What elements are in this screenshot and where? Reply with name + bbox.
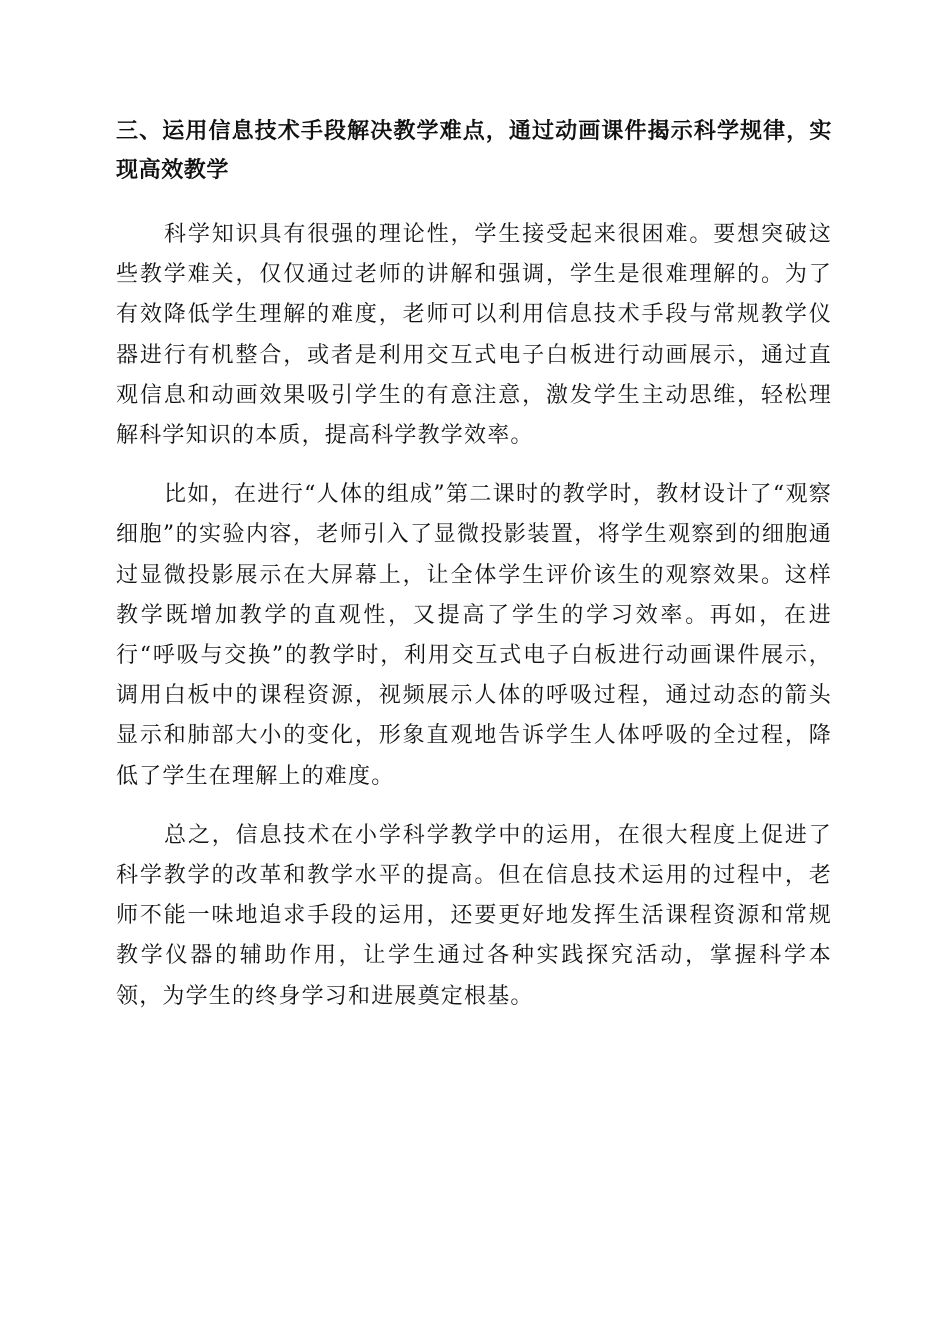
document-page	[116, 112, 832, 1017]
paragraph-examples: 比如，在进行“人体的组成”第二课时的教学时，教材设计了“观察细胞”的实验内容，老师引入了显微投影装置，将学生观察到的细胞通过显微投影展示在大屏幕上，让全体学生评价该生的观察效果。这样教学既增加教学的直观性，又提高了学生的学习效率。再如，在进行“呼吸与交换”的教学时，利用交互式电子白板进行动画课件展示，调用白板中的课程资源，视频展示人体的呼吸过程，通过动态的箭头显示和肺部大小的变化，形象直观地告诉学生人体呼吸的全过程，降低了学生在理解上的难度。	[116, 482, 832, 789]
section-heading: 三、运用信息技术手段解决教学难点，通过动画课件揭示科学规律，实现高效教学	[116, 119, 832, 183]
paragraph-difficulty: 科学知识具有很强的理论性，学生接受起来很困难。要想突破这些教学难关，仅仅通过老师的讲解和强调，学生是很难理解的。为了有效降低学生理解的难度，老师可以利用信息技术手段与常规教学仪器进行有机整合，或者是利用交互式电子白板进行动画展示，通过直观信息和动画效果吸引学生的有意注意，激发学生主动思维，轻松理解科学知识的本质，提高科学教学效率。	[116, 222, 832, 449]
paragraph-conclusion: 总之，信息技术在小学科学教学中的运用，在很大程度上促进了科学教学的改革和教学水平的提高。但在信息技术运用的过程中，老师不能一味地追求手段的运用，还要更好地发挥生活课程资源和常规教学仪器的辅助作用，让学生通过各种实践探究活动，掌握科学本领，为学生的终身学习和进展奠定根基。	[116, 822, 832, 1009]
